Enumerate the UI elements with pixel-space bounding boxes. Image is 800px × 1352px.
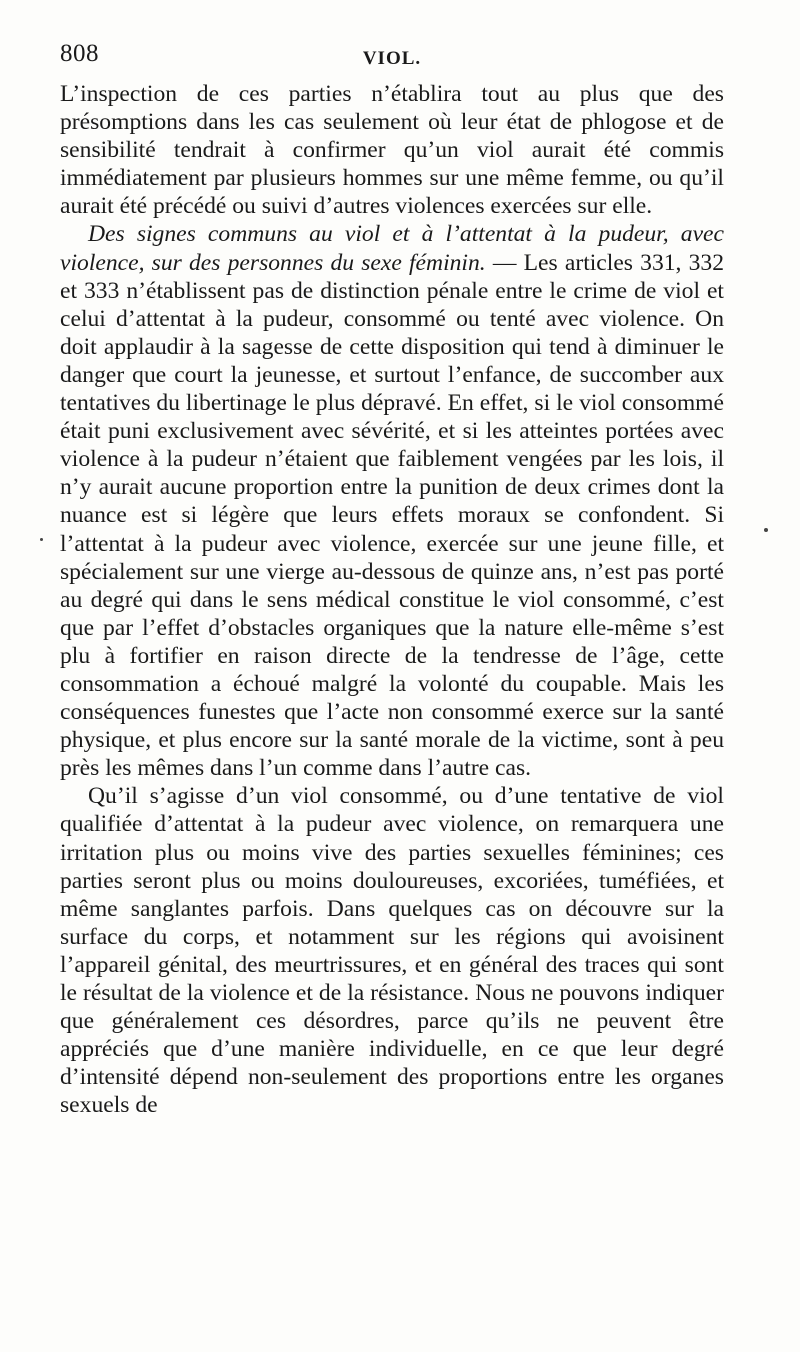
page-number: 808 <box>60 40 99 67</box>
paragraph-3: Qu’il s’agisse d’un viol consommé, ou d’une tentative de viol qualifiée d’attentat à la pudeur avec violence, on remarquera une irritation plus ou moins vive des parties sexuelles féminines; ces parties seront plus ou moins douloureuses, excoriées, tuméfiées, et même sanglantes parfois. Dans quelques cas on découvre sur la surface du corps, et notamment sur les régions qui avoisinent l’appareil génital, des meurtrissures, et en général des traces qui sont le résultat de la violence et de la résistance. Nous ne pouvons indiquer que généralement ces désordres, parce qu’ils ne peuvent être appréciés que d’une manière individuelle, en ce que leur degré d’intensité dépend non-seulement des proportions entre les organes sexuels de <box>60 783 724 1119</box>
running-head: VIOL. <box>362 48 422 69</box>
paragraph-2 <box>60 220 724 782</box>
paragraph-2-text: — Les articles 331, 332 et 333 n’établissent pas de distinction pénale entre le crime de viol et celui d’attentat à la pudeur, consommé ou tenté avec violence. On doit applaudir à la sagesse de cette disposition qui tend à diminuer le danger que court la jeunesse, et surtout l’enfance, de succomber aux tentatives du libertinage le plus dépravé. En effet, si le viol consommé était puni exclusivement avec sévérité, et si les atteintes portées avec violence à la pudeur n’étaient que faiblement vengées par les lois, il n’y aurait aucune proportion entre la punition de deux crimes dont la nuance est si légère que leurs effets moraux se confondent. Si l’attentat à la pudeur avec violence, exercée sur une jeune fille, et spécialement sur une vierge au-dessous de quinze ans, n’est pas porté au degré qui dans le sens médical constitue le viol consommé, c’est que par l’effet d’obstacles organiques que la nature elle-même s’est plu à fortifier en raison directe de la tendresse de l’âge, cette consommation a échoué malgré la volonté du coupable. Mais les conséquences funestes que l’acte non consommé exerce sur la santé physique, et plus encore sur la santé morale de la victime, sont à peu près les mêmes dans l’un comme dans l’autre cas. <box>60 249 725 782</box>
section-heading: Des signes communs au viol et à l’attentat à la pudeur, avec violence, sur des personnes du sexe féminin. <box>60 221 724 276</box>
print-speck <box>764 528 768 532</box>
page-header <box>60 40 724 74</box>
body-text <box>60 80 724 1119</box>
print-speck <box>40 538 43 541</box>
paragraph-1: L’inspection de ces parties n’établira tout au plus que des présomptions dans les cas seulement où leur état de phlogose et de sensibilité tendrait à confirmer qu’un viol aurait été commis immédiatement par plusieurs hommes sur une même femme, ou qu’il aurait été précédé ou suivi d’autres violences exercées sur elle. <box>60 81 724 220</box>
